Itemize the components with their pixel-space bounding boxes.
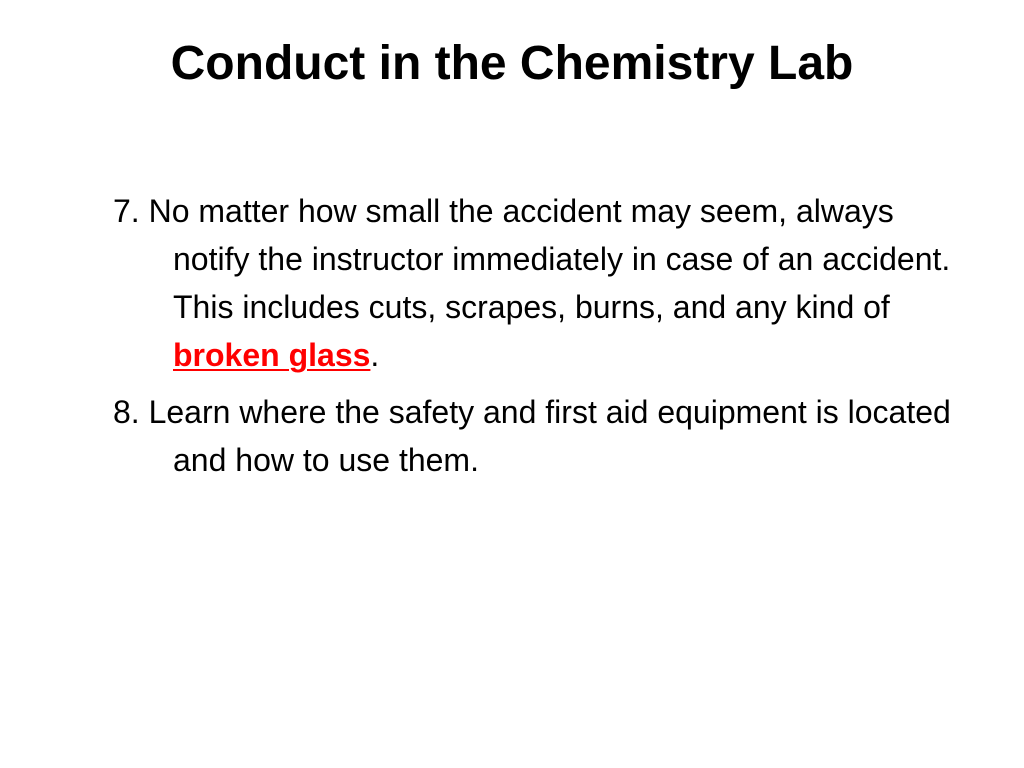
list-item-7-text: 7. No matter how small the accident may seem, always notify the instructor immediately in case of an accident. This includes cuts, scrapes, burns, and any kind of — [113, 193, 951, 325]
list-item-7-end: . — [370, 337, 380, 373]
list-item-8-text: 8. Learn where the safety and first aid equipment is located and how to use them. — [113, 394, 951, 478]
list-item-7 — [113, 187, 973, 379]
bullet-list — [113, 187, 973, 484]
broken-glass-emphasis: broken glass — [173, 337, 371, 373]
list-item-8 — [113, 388, 973, 484]
slide-title: Conduct in the Chemistry Lab — [170, 37, 854, 90]
